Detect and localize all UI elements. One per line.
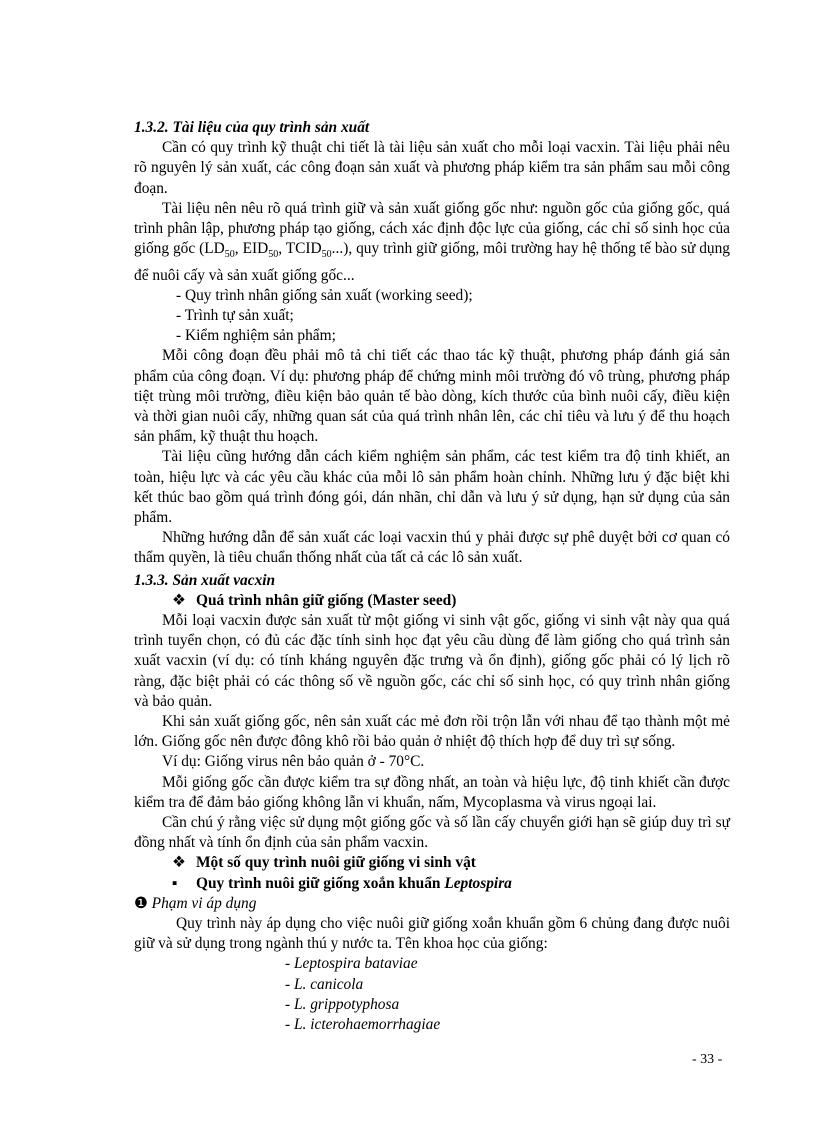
paragraph: Mỗi công đoạn đều phải mô tả chi tiết các thao tác kỹ thuật, phương pháp đánh giá sản phẩm của công đoạn. Ví dụ: phương pháp để chứng minh môi trường đó vô trùng, phương pháp tiệt trùng môi trường, điều kiện bảo quản tế bào dòng, kích thước của bình nuôi cấy, điều kiện và thời gian nuôi cấy, những quan sát của quá trình nhân lên, các chỉ tiêu và lưu ý để thu hoạch sản phẩm, kỹ thuật thu hoạch. xyxy=(134,347,730,446)
paragraph: Những hướng dẫn để sản xuất các loại vacxin thú y phải được sự phê duyệt bởi cơ quan có thẩm quyền, là tiêu chuẩn thống nhất của tất cả các lô sản xuất. xyxy=(134,529,730,567)
paragraph: Cần chú ý rằng việc sử dụng một giống gốc và số lần cấy chuyển giới hạn sẽ giúp duy trì sự đồng nhất và tính ổn định của sản phẩm vacxin. xyxy=(134,813,730,852)
example-line: Ví dụ: Giống virus nên bảo quản ở - 70°C. xyxy=(162,753,425,771)
subscript: 50 xyxy=(268,249,279,261)
genus-name: Leptospira xyxy=(444,874,512,892)
species-item: - Leptospira bataviae xyxy=(285,955,418,973)
bullet-heading xyxy=(134,853,730,873)
diamond-bullet-icon: ❖ xyxy=(172,854,186,872)
subscript: 50 xyxy=(321,249,332,261)
page-number: - 33 - xyxy=(692,1052,723,1067)
bullet-heading-text: Quy trình nuôi giữ giống xoắn khuẩn xyxy=(196,874,441,892)
section-heading-1-3-3: 1.3.3. Sản xuất vacxin xyxy=(134,571,276,589)
page-content xyxy=(134,116,730,1035)
bullet-heading-text: Một số quy trình nuôi giữ giống vi sinh vật xyxy=(196,854,476,872)
section-heading-1-3-2: 1.3.2. Tài liệu của quy trình sản xuất xyxy=(134,119,370,136)
bullet-heading xyxy=(134,874,730,894)
circled-number-one-icon: ❶ xyxy=(134,894,148,912)
paragraph: Mỗi loại vacxin được sản xuất từ một giống vi sinh vật gốc, giống vi sinh vật này qua quá trình tuyển chọn, có đủ các đặc tính sinh học đạt yêu cầu dùng để làm giống cho quá trình sản xuất vacxin (ví dụ: có tính kháng nguyên đặc trưng và ổn định), giống gốc phải có lý lịch rõ ràng, đặc biệt phải có các thông số về nguồn gốc, các chỉ số sinh học, có quy trình nhân giống và bảo quản. xyxy=(134,611,730,710)
paragraph: Khi sản xuất giống gốc, nên sản xuất các mẻ đơn rồi trộn lẫn với nhau để tạo thành một mẻ lớn. Giống gốc nên được đông khô rồi bảo quản ở nhiệt độ thích hợp để duy trì sự sống. xyxy=(134,712,730,751)
bullet-heading xyxy=(134,591,730,611)
numbered-subheading xyxy=(134,894,730,914)
bullet-heading-text: Quá trình nhân giữ giống (Master seed) xyxy=(196,591,457,609)
paragraph-text: Tài liệu nên nêu rõ quá trình giữ và sản xuất giống gốc như: nguồn gốc của giống gốc, quá trình phân lập, phương pháp tạo giống, cách xác định độc lực của giống, các chỉ số sinh học của giống gốc ($LD_{50}$, $EID_{50}$, $TCID_{50}$...), quy trình giữ giống, môi trường hay hệ thống tế bào sử dụng để nuôi cấy và sản xuất giống gốc... xyxy=(134,199,731,284)
paragraph: Tài liệu cũng hướng dẫn cách kiểm nghiệm sản phẩm, các test kiểm tra độ tinh khiết, an toàn, hiệu lực và các yêu cầu khác của mỗi lô sản phẩm hoàn chỉnh. Những lưu ý đặc biệt khi kết thúc bao gồm quá trình đóng gói, dán nhãn, chỉ dẫn và lưu ý sử dụng, hạn sử dụng của sản phẩm. xyxy=(134,448,730,526)
subscript: 50 xyxy=(224,249,235,261)
species-item: - L. canicola xyxy=(285,975,364,993)
diamond-bullet-icon: ❖ xyxy=(172,591,186,609)
paragraph: Cần có quy trình kỹ thuật chi tiết là tài liệu sản xuất cho mỗi loại vacxin. Tài liệu phải nêu rõ nguyên lý sản xuất, các công đoạn sản xuất và phương pháp kiểm tra sản phẩm sau mỗi công đoạn. xyxy=(134,139,730,197)
paragraph-with-subscripts xyxy=(134,199,730,286)
list-item: - Trình tự sản xuất; xyxy=(176,306,294,324)
paragraph: Mỗi giống gốc cần được kiểm tra sự đồng nhất, an toàn và hiệu lực, độ tinh khiết cần được kiểm tra để đảm bảo giống không lẫn vi khuẩn, nấm, Mycoplasma và virus ngoại lai. xyxy=(134,773,730,811)
paragraph: Quy trình này áp dụng cho việc nuôi giữ giống xoắn khuẩn gồm 6 chủng đang được nuôi giữ và sử dụng trong ngành thú y nước ta. Tên khoa học của giống: xyxy=(134,915,730,953)
list-item: - Quy trình nhân giống sản xuất (working seed); xyxy=(176,286,473,304)
species-item: - L. icterohaemorrhagiae xyxy=(285,1016,441,1034)
list-item: - Kiểm nghiệm sản phẩm; xyxy=(176,327,336,345)
square-bullet-icon: ▪ xyxy=(172,874,178,892)
subheading-text: Phạm vi áp dụng xyxy=(151,894,257,912)
species-item: - L. grippotyphosa xyxy=(285,995,400,1013)
